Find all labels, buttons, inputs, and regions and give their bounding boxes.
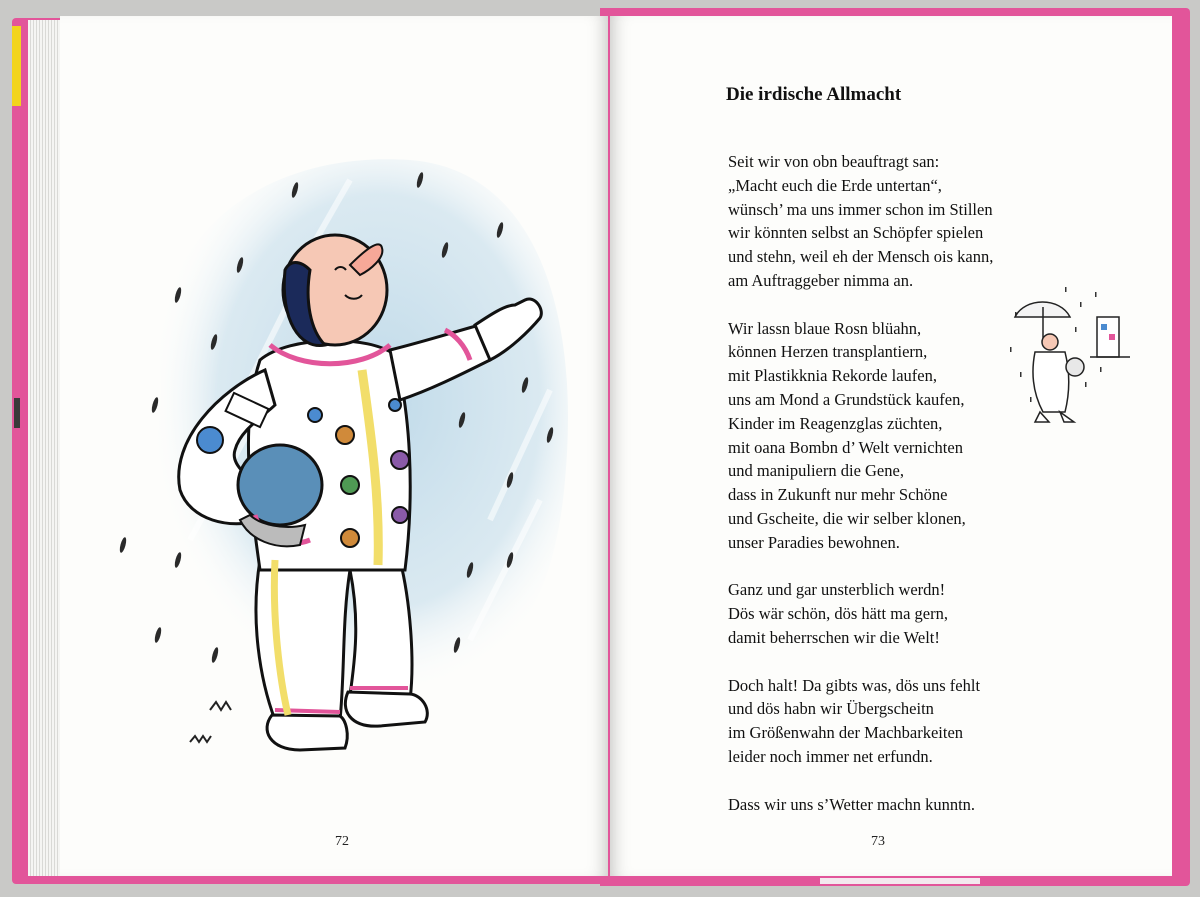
poem-line: mit Plastikknia Rekorde laufen, (728, 366, 937, 386)
poem-line: am Auftraggeber nimma an. (728, 270, 914, 290)
astronaut-left-leg (256, 560, 350, 720)
poem-line: Doch halt! Da gibts was, dös uns fehlt (728, 675, 981, 695)
poem-line: und Gscheite, die wir selber klonen, (728, 508, 966, 528)
poem-stanza (728, 674, 1148, 769)
poem-stanza (728, 150, 1148, 293)
poem-line: Wir lassn blaue Rosn blüahn, (728, 318, 922, 338)
poem-line: Dös wär schön, dös hätt ma gern, (728, 604, 948, 624)
poem-line: unser Paradies bewohnen. (728, 532, 900, 552)
poem-line: uns am Mond a Grundstück kaufen, (728, 389, 965, 409)
poem-line: mit oana Bombn d’ Welt vernichten (728, 437, 963, 457)
poem-line: und dös habn wir Übergscheitn (728, 699, 934, 719)
poem-line: dass in Zukunft nur mehr Schöne (728, 485, 948, 505)
shoulder-patch (197, 427, 223, 453)
astronaut-right-leg (350, 560, 412, 700)
poem-line: Dass wir uns s’Wetter machn kunntn. (728, 794, 976, 814)
poem-line: leider noch immer net erfundn. (728, 746, 933, 766)
poem-line: wir könnten selbst an Schöpfer spielen (728, 223, 984, 243)
poem-line: „Macht euch die Erde untertan“, (728, 175, 942, 195)
poem-stanza (728, 578, 1148, 649)
astronaut-left-boot (267, 715, 347, 750)
poem-line: und manipuliern die Gene, (728, 461, 904, 481)
poem-line: im Größenwahn der Machbarkeiten (728, 723, 964, 743)
cover-yellow-strip (12, 26, 21, 106)
cover-bottom-strip (820, 878, 980, 884)
poem-line: Ganz und gar unsterblich werdn! (728, 580, 946, 600)
poem-line: Kinder im Reagenzglas züchten, (728, 413, 943, 433)
astronaut-right-boot (345, 692, 427, 726)
cover-dark-marker (14, 398, 20, 428)
ground-marks (190, 702, 231, 742)
poem-title: Die irdische Allmacht (726, 84, 902, 105)
poem-line: Seit wir von obn beauftragt san: (728, 152, 940, 171)
page-number-right: 73 (871, 834, 885, 849)
poem-line: und stehn, weil eh der Mensch ois kann, (728, 247, 994, 267)
page-number-left: 72 (335, 834, 349, 849)
poem-line: wünsch’ ma uns immer schon im Stillen (728, 199, 993, 219)
poem-stanza (728, 793, 1148, 817)
astronaut-in-rain-illustration (110, 120, 580, 770)
helmet-under-arm (238, 445, 322, 525)
poem-line: können Herzen transplantiern, (728, 342, 928, 362)
poem-line: damit beherrschen wir die Welt! (728, 627, 940, 647)
poem-stanza (728, 317, 1148, 555)
poem-body (728, 150, 1148, 840)
